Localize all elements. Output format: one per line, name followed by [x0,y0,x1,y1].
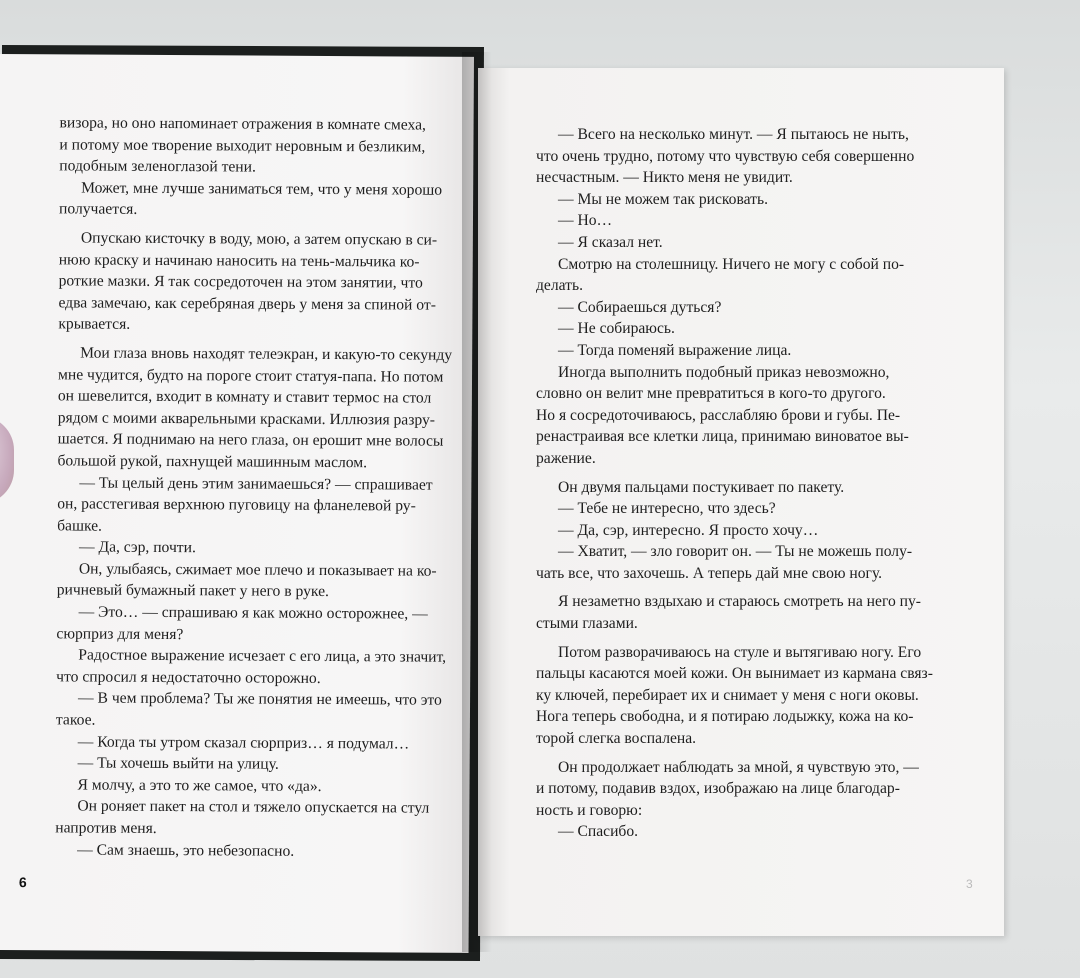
text-line: такое. [55,711,96,729]
text-line: пальцы касаются моей кожи. Он вынимает из кармана связ- [536,665,933,683]
text-line: Нога теперь свободна, и я потираю лодыжку, кожа на ко- [536,708,914,726]
text-line: Он роняет пакет на стол и тяжело опускается на стул [77,797,430,818]
text-line: Он двумя пальцами постукивает по пакету. [558,478,845,496]
page-number: 3 [966,877,973,891]
text-line: ку ключей, перебирает их и снимает у меня с ноги оковы. [536,686,919,704]
text-line: Смотрю на столешницу. Ничего не могу с собой по- [558,255,905,273]
text-line: Может, мне лучше заниматься тем, что у меня хорошо [81,179,443,199]
text-line: несчастным. — Никто меня не увидит. [536,169,793,187]
right-page-text [536,124,944,843]
text-line: — В чем проблема? Ты же понятия не имеешь, что это [78,689,442,710]
text-line: — Ты целый день этим занимаешься? — спрашивает [79,473,433,494]
text-line: торой слегка воспалена. [536,730,697,748]
text-line: Я незаметно вздыхаю и стараюсь смотреть на него пу- [558,593,921,611]
text-line: — Да, сэр, почти. [78,538,196,557]
text-line: мне чудится, будто на пороге стоит статуя-папа. Но потом [57,365,444,386]
text-line: словно он велит мне превратиться в кого-то другого. [536,385,886,403]
text-line: — Да, сэр, интересно. Я просто хочу… [558,521,819,539]
spine-shadow [462,52,492,952]
left-page-text [55,112,462,863]
text-line: — Это… — спрашиваю я как можно осторожнее, — [78,603,428,623]
text-line: Мои глаза вновь находят телеэкран, и какую-то секунду [80,344,453,364]
text-line: Он продолжает наблюдать за мной, я чувствую это, — [558,758,919,776]
text-line: — Собираешься дуться? [558,298,722,316]
text-line: — Мы не можем так рисковать. [558,190,768,208]
text-line: ность и говорю: [536,801,643,819]
text-line: — Тебе не интересно, что здесь? [558,500,776,518]
text-line: — Всего на несколько минут. — Я пытаюсь не ныть, [558,126,909,143]
text-line: Но я сосредоточиваюсь, расслабляю брови и губы. Пе- [536,406,901,424]
text-line: визора, но оно напоминает отражения в комнате смеха, [59,114,427,134]
text-line: шается. Я поднимаю на него глаза, он ерошит мне волосы [57,430,444,451]
text-line: что спросил я недостаточно осторожно. [56,668,321,687]
text-line: нюю краску и начинаю наносить на тень-мальчика ко- [58,250,420,271]
text-line: Опускаю кисточку в воду, мою, а затем опускаю в си- [80,229,438,249]
text-line: чать все, что захочешь. А теперь дай мне свою ногу. [536,564,883,582]
left-page [0,54,474,953]
text-line: ражение. [536,449,596,467]
right-page [478,68,1004,936]
text-line: — Хватит, — зло говорит он. — Ты не можешь полу- [558,543,913,561]
text-line: — Но… [558,212,613,230]
text-line: башке. [57,517,103,535]
text-line: подобным зеленоглазой тени. [59,157,256,176]
text-line: напротив меня. [55,819,157,837]
text-line: Радостное выражение исчезает с его лица, а это значит, [78,646,447,666]
text-line: рядом с моими акварельными красками. Иллюзия разру- [57,409,436,429]
text-line: — Ты хочешь выйти на улицу. [77,754,279,773]
text-line: он, расстегивая верхнюю пуговицу на фланелевой ру- [57,495,416,515]
text-line: — Спасибо. [558,823,639,841]
text-line: — Я сказал нет. [558,233,663,251]
text-line: и потому, подавив вздох, изображаю на лице благодар- [536,780,900,798]
text-line: Потом разворачиваюсь на стуле и вытягиваю ногу. Его [558,643,922,661]
text-line: — Сам знаешь, это небезопасно. [77,841,295,860]
text-line: большой рукой, пахнущей машинным маслом. [57,452,368,472]
text-line: — Тогда поменяй выражение лица. [558,341,792,359]
text-line: крывается. [58,315,131,334]
text-line: Я молчу, а это то же самое, что «да». [77,776,322,795]
text-line: роткие мазки. Я так сосредоточен на этом занятии, что [58,272,423,292]
text-line: ренастраивая все клетки лица, принимаю виноватое вы- [536,428,909,446]
text-line: делать. [536,277,583,295]
text-line: стыми глазами. [536,615,638,633]
page-number: 6 [18,874,27,891]
text-line: Иногда выполнить подобный приказ невозможно, [558,363,890,381]
text-line: получается. [59,200,138,219]
text-line: Он, улыбаясь, сжимает мое плечо и показывает на ко- [78,560,437,580]
text-line: что очень трудно, потому что чувствую себя совершенно [536,147,915,165]
text-line: сюрприз для меня? [56,625,184,643]
text-line: — Когда ты утром сказал сюрприз… я подумал… [77,733,410,753]
text-line: ричневый бумажный пакет у него в руке. [56,581,329,601]
text-line: едва замечаю, как серебряная дверь у меня за спиной от- [58,294,436,314]
text-line: — Не собираюсь. [558,320,675,338]
text-line: он шевелится, входит в комнату и ставит термос на стол [57,387,432,407]
text-line: и потому мое творение выходит неровным и безликим, [59,135,426,156]
